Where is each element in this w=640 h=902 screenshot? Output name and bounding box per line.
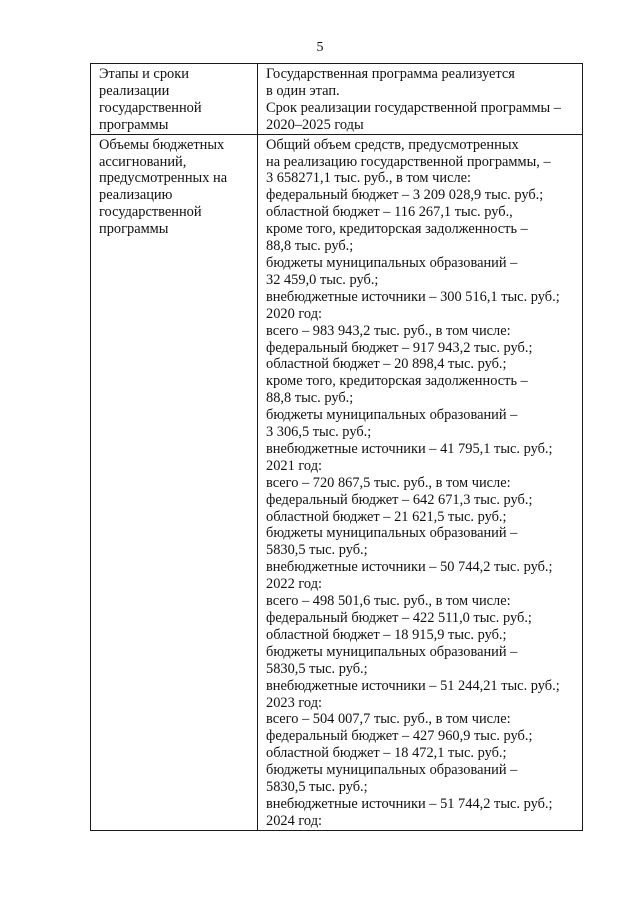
text-line: внебюджетные источники – 51 744,2 тыс. руб.; — [266, 795, 553, 812]
program-passport-table — [90, 63, 583, 831]
text-line: Объемы бюджетных — [99, 136, 225, 153]
text-line: государственной — [99, 204, 202, 221]
text-line: государственной — [99, 99, 202, 116]
text-line: 32 459,0 тыс. руб.; — [266, 271, 379, 288]
text-line: реализации — [99, 82, 170, 99]
text-line: всего – 504 007,7 тыс. руб., в том числе: — [266, 711, 511, 728]
text-line: 2021 год: — [266, 457, 323, 474]
text-line: 88,8 тыс. руб.; — [266, 390, 354, 407]
text-line: внебюджетные источники – 41 795,1 тыс. руб.; — [266, 440, 553, 457]
row-value-stages — [258, 64, 583, 135]
text-line: федеральный бюджет – 427 960,9 тыс. руб.; — [266, 728, 533, 745]
text-line: областной бюджет – 18 915,9 тыс. руб.; — [266, 626, 507, 643]
text-line: Этапы и сроки — [99, 66, 189, 82]
row-label-stages — [91, 64, 258, 135]
text-line: федеральный бюджет – 3 209 028,9 тыс. руб.; — [266, 187, 544, 204]
text-line: областной бюджет – 21 621,5 тыс. руб.; — [266, 508, 507, 525]
text-line: Государственная программа реализуется — [266, 66, 515, 82]
text-line: 5830,5 тыс. руб.; — [266, 542, 368, 559]
text-line: внебюджетные источники – 50 744,2 тыс. руб.; — [266, 559, 553, 576]
text-line: 3 658271,1 тыс. руб., в том числе: — [266, 170, 472, 187]
page-number: 5 — [316, 40, 324, 55]
text-line: федеральный бюджет – 917 943,2 тыс. руб.; — [266, 339, 533, 356]
text-line: бюджеты муниципальных образований – — [266, 643, 518, 660]
text-line: кроме того, кредиторская задолженность – — [266, 221, 528, 238]
text-line: бюджеты муниципальных образований – — [266, 525, 518, 542]
text-line: реализацию — [99, 187, 173, 204]
text-line: всего – 720 867,5 тыс. руб., в том числе: — [266, 474, 511, 491]
text-line: 5830,5 тыс. руб.; — [266, 779, 368, 796]
text-line: программы — [99, 221, 169, 238]
text-line: федеральный бюджет – 422 511,0 тыс. руб.; — [266, 610, 532, 626]
text-line: 2020–2025 годы — [266, 116, 364, 133]
text-line: 2023 год: — [266, 694, 323, 711]
text-line: Срок реализации государственной программы – — [266, 99, 561, 116]
table-row-stages — [91, 64, 583, 135]
text-line: программы — [99, 116, 169, 133]
text-line: всего – 983 943,2 тыс. руб., в том числе: — [266, 322, 511, 339]
text-line: на реализацию государственной программы, – — [266, 153, 551, 170]
text-line: 2024 год: — [266, 812, 323, 829]
text-line: областной бюджет – 20 898,4 тыс. руб.; — [266, 356, 507, 373]
text-line: 2020 год: — [266, 305, 323, 322]
text-line: бюджеты муниципальных образований – — [266, 762, 518, 779]
text-line: предусмотренных на — [99, 170, 228, 187]
text-line: федеральный бюджет – 642 671,3 тыс. руб.; — [266, 491, 533, 508]
text-line: 5830,5 тыс. руб.; — [266, 660, 368, 677]
text-line: внебюджетные источники – 51 244,21 тыс. руб.; — [266, 677, 560, 694]
text-line: областной бюджет – 116 267,1 тыс. руб., — [266, 204, 513, 221]
text-line: бюджеты муниципальных образований – — [266, 407, 518, 424]
text-line: всего – 498 501,6 тыс. руб., в том числе: — [266, 593, 511, 610]
text-line: ассигнований, — [99, 153, 187, 170]
text-line: кроме того, кредиторская задолженность – — [266, 373, 528, 390]
text-line: 3 306,5 тыс. руб.; — [266, 424, 372, 441]
text-line: внебюджетные источники – 300 516,1 тыс. руб.; — [266, 288, 560, 305]
text-line: Общий объем средств, предусмотренных — [266, 136, 519, 153]
row-value-budget — [258, 134, 583, 830]
text-line: областной бюджет – 18 472,1 тыс. руб.; — [266, 745, 507, 762]
text-line: в один этап. — [266, 82, 340, 99]
table-row-budget — [91, 134, 583, 830]
text-line: 88,8 тыс. руб.; — [266, 238, 354, 255]
row-label-budget — [91, 134, 258, 830]
text-line: 2022 год: — [266, 576, 323, 593]
text-line: бюджеты муниципальных образований – — [266, 254, 518, 271]
